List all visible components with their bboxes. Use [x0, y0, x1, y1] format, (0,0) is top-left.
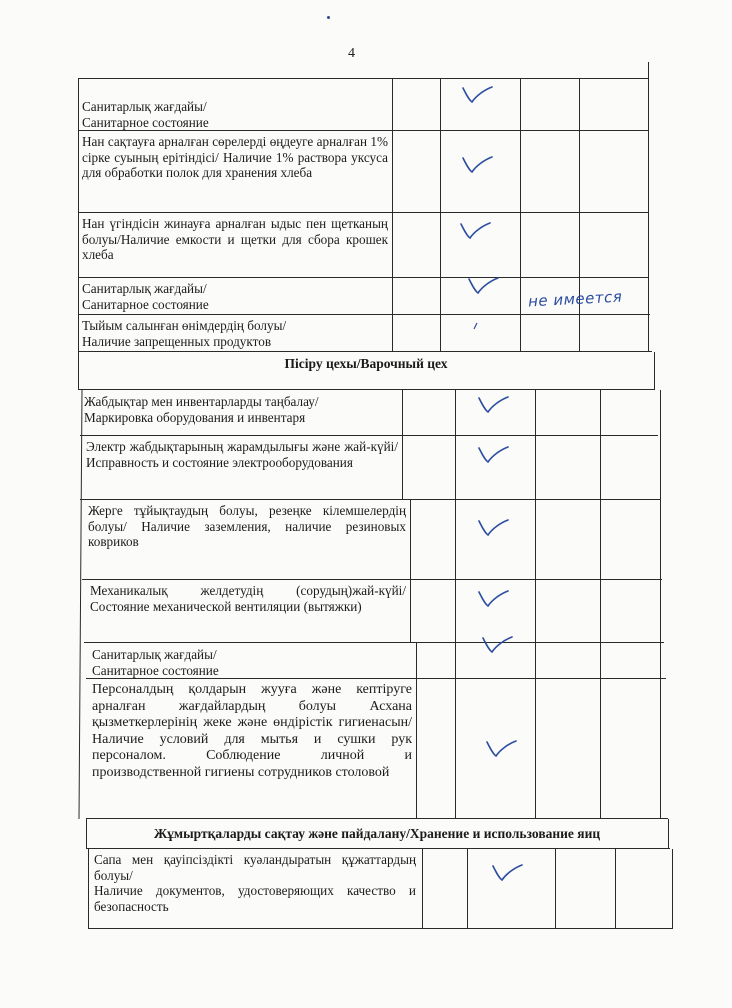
column-divider — [535, 390, 536, 819]
table-border-right — [672, 849, 673, 929]
table-border-right — [668, 819, 669, 849]
ink-tick-mark — [472, 322, 480, 330]
criterion-text: Санитарлық жағдайы/ Санитарное состояние — [92, 647, 219, 678]
criterion-text: Нан сақтауға арналған сөрелерді өңдеуге арналған 1% сірке суының ерітіндісі/ Наличие 1% раствора уксуса для обработки полок для хранения хлеба — [82, 134, 388, 180]
column-divider — [600, 390, 601, 819]
checkmark-icon — [476, 517, 510, 537]
column-divider — [440, 78, 441, 352]
table-border-right — [648, 62, 649, 352]
table-border-right — [654, 352, 655, 390]
checkmark-icon — [460, 84, 494, 104]
criterion-text: Сапа мен қауіпсіздікті куәландыратын құжаттардың болуы/ Наличие документов, удостоверяющих качество и безопасность — [94, 852, 416, 914]
criterion-text: Жерге тұйықтаудың болуы, резеңке кілемшелердің болуы/ Наличие заземления, наличие резиновых ковриков — [88, 503, 406, 549]
handwritten-note: не имеется — [527, 287, 623, 311]
section-title: Жұмыртқаларды сақтау және пайдалану/Хранение и использование яиц — [153, 826, 601, 841]
page-number: 4 — [348, 46, 355, 61]
checkmark-icon — [460, 154, 494, 174]
checkmark-icon — [476, 394, 510, 414]
column-divider — [392, 78, 393, 352]
table-border-left — [78, 78, 79, 352]
criterion-text: Санитарлық жағдайы/ Санитарное состояние — [82, 99, 209, 130]
table-border-right — [660, 390, 661, 819]
column-divider — [579, 78, 580, 352]
column-divider — [416, 643, 417, 819]
criterion-text: Нан үгіндісін жинауға арналған ыдыс пен щетканың болуы/Наличие емкости и щетки для сбора крошек хлеба — [82, 216, 388, 262]
column-divider — [555, 849, 556, 929]
checkmark-icon — [476, 588, 510, 608]
criterion-text: Электр жабдықтарының жарамдылығы және жай-күйі/Исправность и состояние электрооборудования — [86, 439, 398, 470]
criterion-text: Жабдықтар мен инвентарларды таңбалау/ Маркировка оборудования и инвентаря — [84, 394, 319, 425]
criterion-text: Механикалық желдетудің (сорудың)жай-күйі/Состояние механической вентиляции (вытяжки) — [90, 583, 406, 614]
column-divider — [422, 849, 423, 929]
checkmark-icon — [490, 862, 524, 882]
table-border-left — [88, 849, 89, 929]
checkmark-icon — [476, 444, 510, 464]
column-divider — [455, 390, 456, 819]
column-divider — [402, 390, 403, 500]
criterion-text: Санитарлық жағдайы/ Санитарное состояние — [82, 281, 209, 312]
criterion-text: Тыйым салынған өнімдердің болуы/ Наличие запрещенных продуктов — [82, 318, 287, 349]
checkmark-icon — [480, 634, 514, 654]
checkmark-icon — [466, 275, 500, 295]
column-divider — [520, 78, 521, 352]
section-title: Пісіру цехы/Варочный цех — [284, 356, 448, 371]
criterion-text: Персоналдың қолдарын жууға және кептіруге арналған жағдайлардың болуы Асхана қызметкерлерінің жеке және өндірістік гигиенасын/Наличие условий для мытья и сушки рук персоналом. Соблюдение личной и производственной гигиены сотрудников столовой — [92, 682, 412, 780]
column-divider — [410, 500, 411, 643]
checkmark-icon — [458, 220, 492, 240]
column-divider — [467, 849, 468, 929]
column-divider — [615, 849, 616, 929]
checkmark-icon — [484, 738, 518, 758]
